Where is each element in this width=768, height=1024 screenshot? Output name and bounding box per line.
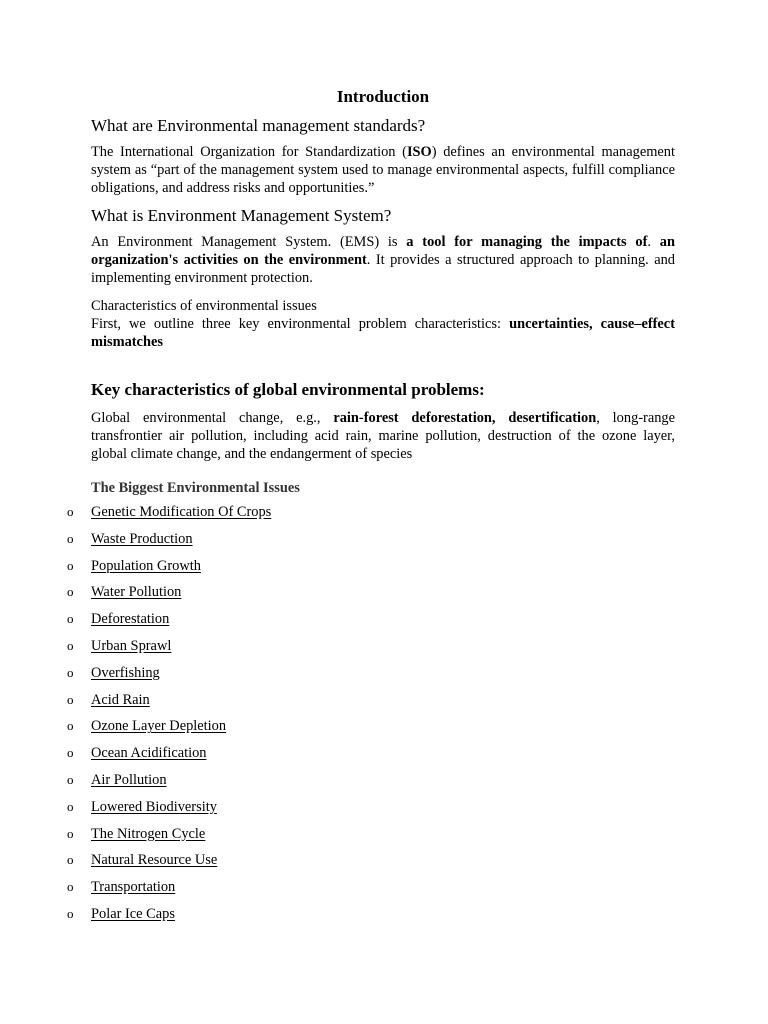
list-item <box>67 717 675 744</box>
bullet-icon: o <box>67 745 74 761</box>
list-item <box>67 610 675 637</box>
issue-link[interactable]: Ozone Layer Depletion <box>91 718 227 735</box>
issue-link[interactable]: Water Pollution <box>91 584 182 601</box>
list-item <box>67 744 675 771</box>
text-run: An Environment Management System. (EMS) is <box>91 234 407 250</box>
issue-link[interactable]: Waste Production <box>91 530 193 547</box>
paragraph-ems <box>91 233 675 287</box>
bullet-icon: o <box>67 557 74 573</box>
issue-link[interactable]: The Nitrogen Cycle <box>91 825 206 842</box>
issue-link[interactable]: Urban Sprawl <box>91 637 172 654</box>
list-item <box>67 825 675 852</box>
bullet-icon: o <box>67 905 74 921</box>
issue-link[interactable]: Deforestation <box>91 611 170 628</box>
text-run: The International Organization for Standardization ( <box>91 144 407 160</box>
document-content <box>67 86 676 932</box>
list-heading: The Biggest Environmental Issues <box>91 480 300 496</box>
list-item <box>67 557 675 584</box>
text-run: ) defines an environmental management system as “part of the management system used to manage environmental aspects, fulfill compliance obligations, and address risks and opportunities.” <box>91 144 675 196</box>
question-heading-standards: What are Environmental management standards? <box>91 116 426 135</box>
bullet-icon: o <box>67 691 74 707</box>
list-item <box>67 637 675 664</box>
issue-link[interactable]: Transportation <box>91 879 176 896</box>
list-item <box>67 583 675 610</box>
issue-link[interactable]: Overfishing <box>91 664 160 681</box>
list-item <box>67 771 675 798</box>
bullet-icon: o <box>67 718 74 734</box>
text-run: First, we outline three key environmental problem characteristics: <box>91 316 510 332</box>
text-run: , long-range transfrontier air pollution, including acid rain, marine pollution, destruction of the ozone layer, global climate change, and the endangerment of species <box>91 410 676 462</box>
bullet-icon: o <box>67 530 74 546</box>
list-item <box>67 664 675 691</box>
bullet-icon: o <box>67 798 74 814</box>
issue-link[interactable]: Lowered Biodiversity <box>91 798 217 815</box>
bold-run: an organization's activities on the environment <box>91 234 675 268</box>
issue-link[interactable]: Natural Resource Use <box>91 852 218 869</box>
text-run: Global environmental change, e.g., <box>91 410 334 426</box>
list-item <box>67 530 675 557</box>
list-item <box>67 798 675 825</box>
bullet-icon: o <box>67 825 74 841</box>
paragraph-characteristics-label: Characteristics of environmental issues <box>91 298 317 314</box>
paragraph-characteristics <box>91 315 675 351</box>
paragraph-global <box>91 409 675 463</box>
text-run: . It provides a structured approach to planning. and implementing environment protection. <box>91 252 676 286</box>
bold-run: uncertainties, cause–effect mismatches <box>91 316 675 350</box>
question-heading-ems: What is Environment Management System? <box>91 206 392 225</box>
section-heading-global: Key characteristics of global environmental problems: <box>91 380 485 399</box>
issue-link[interactable]: Genetic Modification Of Crops <box>91 504 272 520</box>
issue-link[interactable]: Population Growth <box>91 557 201 574</box>
issue-link[interactable]: Acid Rain <box>91 691 150 708</box>
list-item <box>67 691 675 718</box>
list-item <box>67 503 675 530</box>
list-item <box>67 851 675 878</box>
page-title: Introduction <box>336 87 430 106</box>
bullet-icon: o <box>67 584 74 600</box>
bullet-icon: o <box>67 664 74 680</box>
issue-link[interactable]: Polar Ice Caps <box>91 905 175 922</box>
bold-run: ISO <box>406 144 432 160</box>
bullet-icon: o <box>67 771 74 787</box>
bold-run: a tool for managing the impacts of <box>406 234 648 250</box>
bullet-icon: o <box>67 879 74 895</box>
bullet-icon: o <box>67 637 74 653</box>
bullet-icon: o <box>67 504 74 519</box>
issues-list <box>67 503 675 932</box>
bold-run: rain-forest deforestation, desertification <box>333 410 597 426</box>
paragraph-iso <box>91 143 675 197</box>
list-item <box>67 878 675 905</box>
bullet-icon: o <box>67 852 74 868</box>
text-run: . <box>647 234 660 250</box>
issue-link[interactable]: Ocean Acidification <box>91 745 207 762</box>
list-item <box>67 905 675 932</box>
issue-link[interactable]: Air Pollution <box>91 771 167 788</box>
bullet-icon: o <box>67 611 74 627</box>
